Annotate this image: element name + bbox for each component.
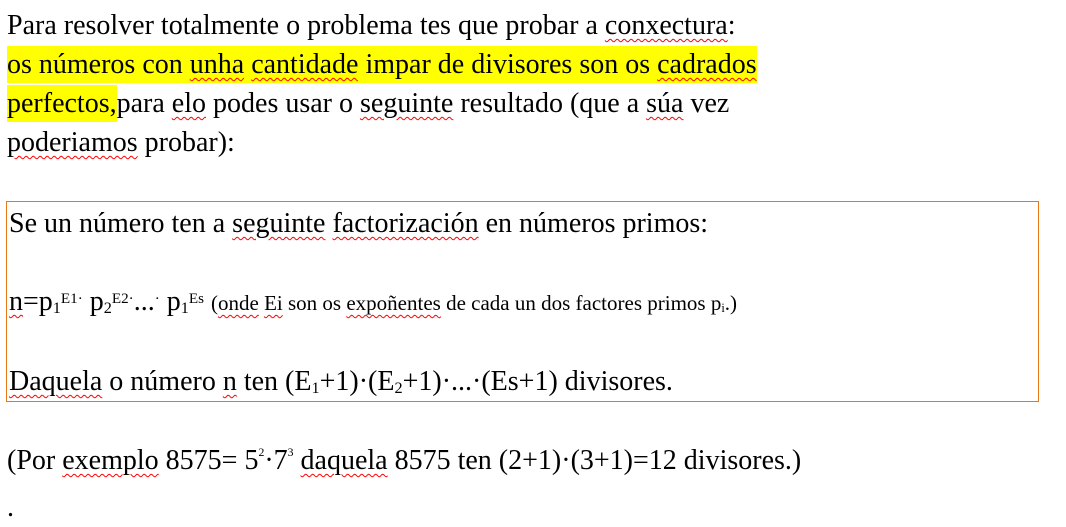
theorem-formula (9, 282, 1038, 323)
text-run: 2 (103, 299, 112, 317)
text-run: ·7 (264, 445, 288, 476)
text-run: ( (211, 291, 218, 315)
text-run: .) (724, 291, 738, 315)
box-spacer (9, 323, 1038, 362)
misspelled-word: daquela (300, 445, 388, 476)
text-run: resultado (que a (453, 88, 647, 119)
misspelled-word: expoñentes (346, 291, 441, 315)
text-run (294, 445, 301, 476)
text-run: . (7, 492, 14, 523)
misspelled-word: Daquela (9, 366, 103, 397)
text-run: 3 (287, 446, 294, 459)
text-run: Para resolver totalmente o problema tes que probar a (7, 10, 605, 41)
misspelled-word: factorización (332, 208, 479, 239)
text-run: podes usar o (206, 88, 360, 119)
text-run: 1 (311, 379, 320, 397)
text-run: +1)·...·(Es+1) divisores. (402, 366, 673, 397)
misspelled-word: poderiamos (7, 127, 138, 158)
text-run: 2 (394, 379, 403, 397)
intro-paragraph (7, 6, 1066, 162)
theorem-statement (9, 204, 1038, 243)
text-run: vez (683, 88, 730, 119)
stray-period (7, 488, 1066, 527)
text-run (204, 286, 211, 317)
text-run: i (721, 301, 725, 315)
text-run: de cada un dos factores primos p (440, 291, 722, 315)
paragraph-spacer (7, 402, 1066, 441)
text-run: son os (282, 291, 347, 315)
text-run: impar de divisores son os (358, 46, 657, 83)
text-run: para (116, 88, 172, 119)
text-run: Es (188, 291, 204, 307)
misspelled-word: seguinte (360, 88, 454, 119)
text-run: · (154, 291, 160, 307)
theorem-box (6, 201, 1039, 402)
text-run: +1)·(E (319, 366, 395, 397)
text-run: 8575= 5 (158, 445, 259, 476)
text-run: (Por (7, 445, 63, 476)
misspelled-word: n (222, 366, 237, 397)
text-run: =p (23, 286, 53, 317)
text-run: ten (E (236, 366, 312, 397)
example-paragraph (7, 441, 1066, 480)
theorem-conclusion (9, 362, 1038, 401)
text-run: E1· (60, 291, 83, 307)
text-run: : (727, 10, 736, 41)
misspelled-word: n (9, 286, 23, 317)
paragraph-spacer (7, 162, 1066, 201)
text-run: 1 (180, 299, 189, 317)
misspelled-word: conxectura (604, 10, 728, 41)
misspelled-word: unha (190, 46, 244, 83)
misspelled-word: elo (171, 88, 207, 119)
box-spacer (9, 243, 1038, 282)
text-run: 2 (258, 446, 265, 459)
misspelled-word: súa (646, 88, 684, 119)
misspelled-word: onde (218, 291, 259, 315)
text-run: Se un número ten a (9, 208, 233, 239)
text-run: p (159, 286, 181, 317)
misspelled-word: cadrados (657, 46, 757, 83)
misspelled-word: exemplo (62, 445, 159, 476)
misspelled-word: cantidade (251, 46, 358, 83)
text-run: o número (102, 366, 223, 397)
text-run: 1 (52, 299, 61, 317)
text-run: probar): (137, 127, 235, 158)
text-run: 8575 ten (2+1)·(3+1)=12 divisores.) (387, 445, 802, 476)
misspelled-word: Ei (264, 291, 283, 315)
text-run: os números con (7, 46, 190, 83)
text-run: ... (133, 286, 155, 317)
text-run: p (82, 286, 104, 317)
text-run: perfectos, (7, 85, 117, 122)
text-run: E2· (111, 291, 134, 307)
text-run: en números primos: (478, 208, 709, 239)
misspelled-word: seguinte (232, 208, 326, 239)
